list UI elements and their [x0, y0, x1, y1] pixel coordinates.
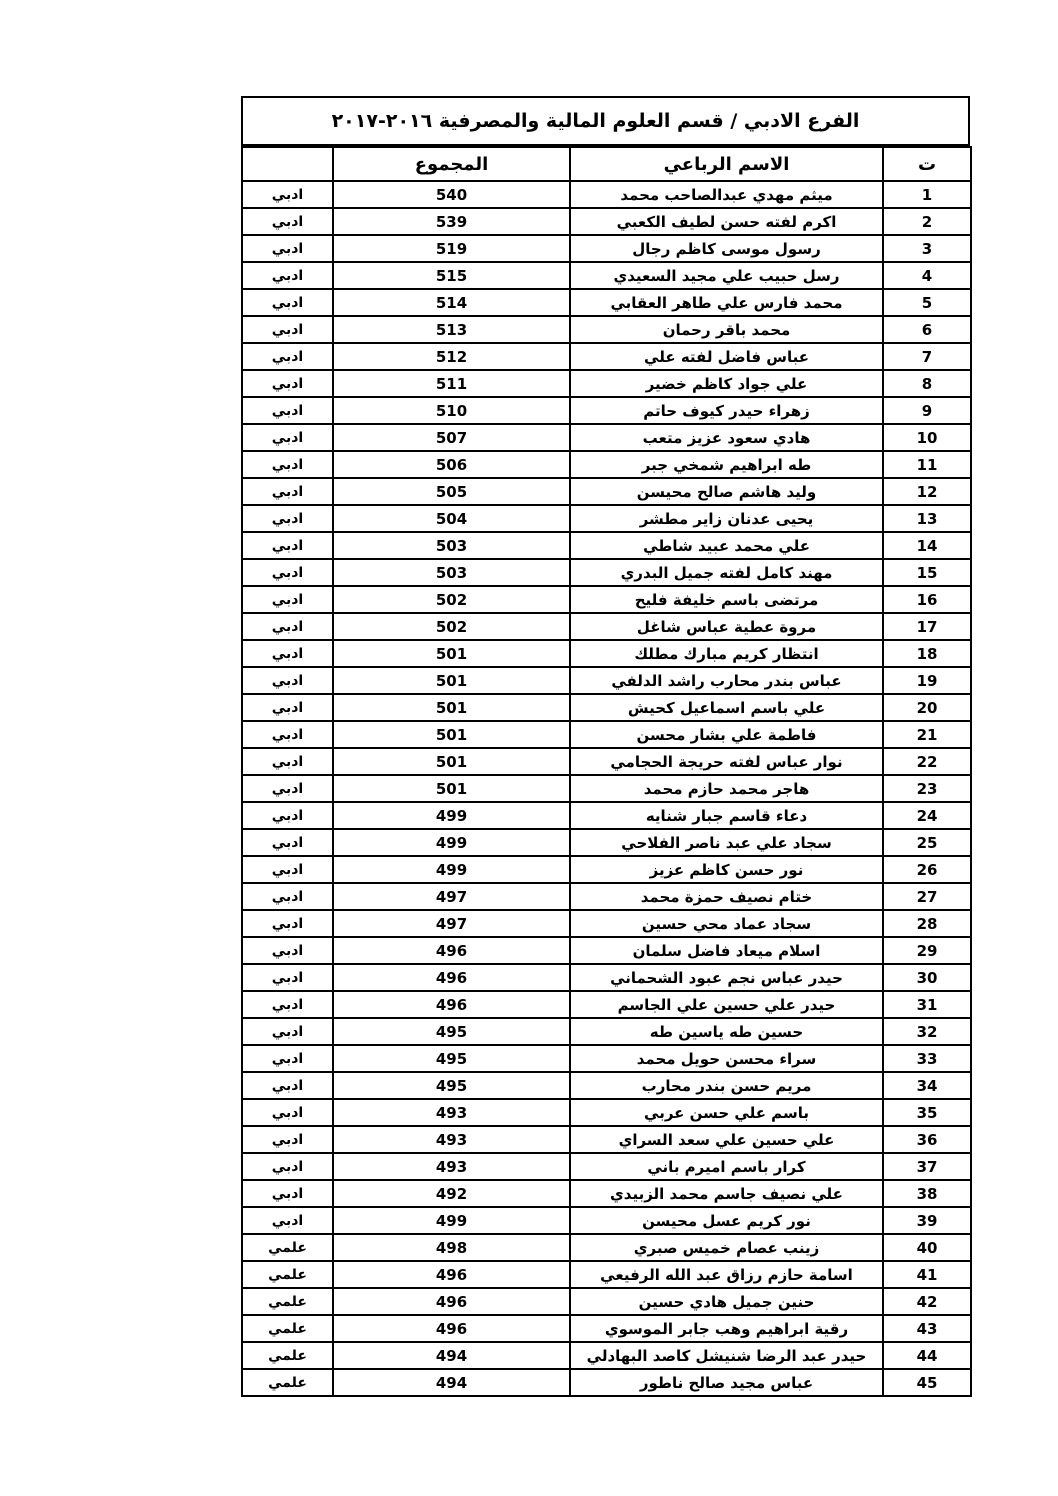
row-number: 23: [883, 775, 971, 802]
student-name: فاطمة علي بشار محسن: [570, 721, 883, 748]
table-row: [242, 1234, 971, 1261]
header-branch: [242, 147, 333, 181]
row-branch: ادبي: [242, 1207, 333, 1234]
table-row: [242, 883, 971, 910]
student-name: رسول موسى كاظم رجال: [570, 235, 883, 262]
row-number: 12: [883, 478, 971, 505]
student-name: زينب عصام خميس صبري: [570, 1234, 883, 1261]
row-branch: ادبي: [242, 1180, 333, 1207]
row-branch: ادبي: [242, 991, 333, 1018]
student-name: رسل حبيب علي مجيد السعيدي: [570, 262, 883, 289]
row-total: 499: [333, 802, 570, 829]
table-row: [242, 181, 971, 208]
table-row: [242, 1207, 971, 1234]
student-name: اسلام ميعاد فاضل سلمان: [570, 937, 883, 964]
student-name: محمد باقر رحمان: [570, 316, 883, 343]
table-row: [242, 1153, 971, 1180]
table-row: [242, 370, 971, 397]
row-total: 513: [333, 316, 570, 343]
row-total: 503: [333, 532, 570, 559]
table-row: [242, 505, 971, 532]
table-row: [242, 829, 971, 856]
row-branch: ادبي: [242, 937, 333, 964]
row-branch: علمي: [242, 1369, 333, 1396]
row-branch: ادبي: [242, 343, 333, 370]
table-row: [242, 937, 971, 964]
row-number: 2: [883, 208, 971, 235]
row-branch: ادبي: [242, 694, 333, 721]
row-branch: ادبي: [242, 1126, 333, 1153]
row-branch: ادبي: [242, 1153, 333, 1180]
table-row: [242, 802, 971, 829]
row-total: 501: [333, 640, 570, 667]
row-number: 26: [883, 856, 971, 883]
row-total: 499: [333, 856, 570, 883]
student-name: كرار باسم اميرم باني: [570, 1153, 883, 1180]
row-branch: علمي: [242, 1315, 333, 1342]
table-row: [242, 991, 971, 1018]
row-total: 493: [333, 1126, 570, 1153]
row-number: 32: [883, 1018, 971, 1045]
row-number: 6: [883, 316, 971, 343]
row-branch: ادبي: [242, 802, 333, 829]
row-number: 4: [883, 262, 971, 289]
table-row: [242, 1261, 971, 1288]
row-number: 7: [883, 343, 971, 370]
student-name: سجاد عماد محي حسين: [570, 910, 883, 937]
student-name: طه ابراهيم شمخي جبر: [570, 451, 883, 478]
row-number: 43: [883, 1315, 971, 1342]
row-total: 496: [333, 1315, 570, 1342]
row-number: 28: [883, 910, 971, 937]
row-branch: ادبي: [242, 181, 333, 208]
row-number: 15: [883, 559, 971, 586]
row-total: 492: [333, 1180, 570, 1207]
table-row: [242, 1018, 971, 1045]
row-total: 502: [333, 586, 570, 613]
sheet-title: الفرع الادبي / قسم العلوم المالية والمصرفية ٢٠١٦-٢٠١٧: [241, 96, 970, 146]
row-number: 21: [883, 721, 971, 748]
student-name: نوار عباس لفته حريجة الحجامي: [570, 748, 883, 775]
row-total: 499: [333, 829, 570, 856]
row-number: 27: [883, 883, 971, 910]
row-total: 515: [333, 262, 570, 289]
table-row: [242, 397, 971, 424]
row-number: 30: [883, 964, 971, 991]
row-branch: علمي: [242, 1288, 333, 1315]
table-row: [242, 559, 971, 586]
row-total: 501: [333, 667, 570, 694]
student-name: محمد فارس علي طاهر العقابي: [570, 289, 883, 316]
row-branch: ادبي: [242, 1045, 333, 1072]
student-name: حنين جميل هادي حسين: [570, 1288, 883, 1315]
student-name: ميثم مهدي عبدالصاحب محمد: [570, 181, 883, 208]
row-total: 507: [333, 424, 570, 451]
table-row: [242, 1126, 971, 1153]
row-number: 31: [883, 991, 971, 1018]
row-total: 504: [333, 505, 570, 532]
table-row: [242, 532, 971, 559]
table-row: [242, 1288, 971, 1315]
student-name: دعاء قاسم جبار شنايه: [570, 802, 883, 829]
row-total: 495: [333, 1018, 570, 1045]
header-name: الاسم الرباعي: [570, 147, 883, 181]
row-branch: علمي: [242, 1234, 333, 1261]
row-total: 519: [333, 235, 570, 262]
student-name: علي حسين علي سعد السراي: [570, 1126, 883, 1153]
row-number: 33: [883, 1045, 971, 1072]
row-total: 496: [333, 937, 570, 964]
row-total: 499: [333, 1207, 570, 1234]
row-total: 497: [333, 883, 570, 910]
table-row: [242, 1369, 971, 1396]
student-name: عباس فاضل لفته علي: [570, 343, 883, 370]
row-number: 13: [883, 505, 971, 532]
row-total: 496: [333, 1288, 570, 1315]
row-number: 14: [883, 532, 971, 559]
row-total: 506: [333, 451, 570, 478]
row-branch: ادبي: [242, 559, 333, 586]
row-branch: ادبي: [242, 289, 333, 316]
table-row: [242, 1315, 971, 1342]
row-total: 539: [333, 208, 570, 235]
student-name: نور كريم عسل محيسن: [570, 1207, 883, 1234]
table-row: [242, 748, 971, 775]
table-row: [242, 1099, 971, 1126]
row-total: 510: [333, 397, 570, 424]
table-row: [242, 235, 971, 262]
student-name: وليد هاشم صالح محيسن: [570, 478, 883, 505]
student-name: عباس بندر محارب راشد الدلفي: [570, 667, 883, 694]
row-total: 494: [333, 1369, 570, 1396]
row-branch: ادبي: [242, 1018, 333, 1045]
row-branch: ادبي: [242, 748, 333, 775]
row-number: 3: [883, 235, 971, 262]
row-total: 501: [333, 721, 570, 748]
student-name: سراء محسن حويل محمد: [570, 1045, 883, 1072]
table-row: [242, 1180, 971, 1207]
student-name: علي محمد عبيد شاطي: [570, 532, 883, 559]
student-name: زهراء حيدر كيوف حاتم: [570, 397, 883, 424]
table-row: [242, 1045, 971, 1072]
row-branch: علمي: [242, 1261, 333, 1288]
student-name: باسم علي حسن عربي: [570, 1099, 883, 1126]
row-branch: ادبي: [242, 235, 333, 262]
student-name: رقية ابراهيم وهب جابر الموسوي: [570, 1315, 883, 1342]
row-total: 496: [333, 1261, 570, 1288]
row-branch: علمي: [242, 1342, 333, 1369]
table-row: [242, 451, 971, 478]
row-number: 1: [883, 181, 971, 208]
row-number: 40: [883, 1234, 971, 1261]
row-branch: ادبي: [242, 451, 333, 478]
table-row: [242, 316, 971, 343]
table-row: [242, 208, 971, 235]
row-total: 501: [333, 748, 570, 775]
table-row: [242, 586, 971, 613]
row-total: 497: [333, 910, 570, 937]
row-branch: ادبي: [242, 1072, 333, 1099]
row-branch: ادبي: [242, 505, 333, 532]
row-branch: ادبي: [242, 613, 333, 640]
row-number: 8: [883, 370, 971, 397]
student-name: مرتضى باسم خليفة فليح: [570, 586, 883, 613]
row-number: 5: [883, 289, 971, 316]
student-name: ختام نصيف حمزة محمد: [570, 883, 883, 910]
row-number: 16: [883, 586, 971, 613]
student-name: نور حسن كاظم عزيز: [570, 856, 883, 883]
row-branch: ادبي: [242, 262, 333, 289]
table-row: [242, 775, 971, 802]
row-branch: ادبي: [242, 532, 333, 559]
student-name: حيدر عباس نجم عبود الشحماني: [570, 964, 883, 991]
row-total: 494: [333, 1342, 570, 1369]
row-branch: ادبي: [242, 910, 333, 937]
row-total: 495: [333, 1072, 570, 1099]
row-branch: ادبي: [242, 1099, 333, 1126]
row-total: 496: [333, 991, 570, 1018]
row-total: 540: [333, 181, 570, 208]
row-total: 512: [333, 343, 570, 370]
student-name: انتظار كريم مبارك مطلك: [570, 640, 883, 667]
table-row: [242, 667, 971, 694]
row-number: 36: [883, 1126, 971, 1153]
table-row: [242, 343, 971, 370]
header-total: المجموع: [333, 147, 570, 181]
row-branch: ادبي: [242, 424, 333, 451]
row-number: 37: [883, 1153, 971, 1180]
student-name: يحيى عدنان زاير مطشر: [570, 505, 883, 532]
student-name: هادي سعود عزيز متعب: [570, 424, 883, 451]
row-branch: ادبي: [242, 208, 333, 235]
row-number: 11: [883, 451, 971, 478]
row-number: 24: [883, 802, 971, 829]
student-name: عباس مجيد صالح ناطور: [570, 1369, 883, 1396]
row-branch: ادبي: [242, 721, 333, 748]
row-total: 502: [333, 613, 570, 640]
row-total: 493: [333, 1099, 570, 1126]
row-total: 501: [333, 775, 570, 802]
student-name: علي باسم اسماعيل كحيش: [570, 694, 883, 721]
row-number: 38: [883, 1180, 971, 1207]
row-number: 42: [883, 1288, 971, 1315]
student-name: حيدر عبد الرضا شنيشل كاصد البهادلي: [570, 1342, 883, 1369]
row-branch: ادبي: [242, 586, 333, 613]
table-row: [242, 640, 971, 667]
student-name: مريم حسن بندر محارب: [570, 1072, 883, 1099]
row-number: 19: [883, 667, 971, 694]
table-row: [242, 613, 971, 640]
row-number: 34: [883, 1072, 971, 1099]
student-name: حسين طه ياسين طه: [570, 1018, 883, 1045]
table-row: [242, 856, 971, 883]
row-number: 9: [883, 397, 971, 424]
row-branch: ادبي: [242, 640, 333, 667]
row-branch: ادبي: [242, 829, 333, 856]
row-number: 10: [883, 424, 971, 451]
student-name: علي نصيف جاسم محمد الزبيدي: [570, 1180, 883, 1207]
row-number: 18: [883, 640, 971, 667]
header-row: [242, 147, 971, 181]
row-branch: ادبي: [242, 478, 333, 505]
table-body: [242, 181, 971, 1396]
row-number: 29: [883, 937, 971, 964]
row-total: 514: [333, 289, 570, 316]
results-sheet: [241, 96, 970, 1397]
table-row: [242, 910, 971, 937]
row-number: 20: [883, 694, 971, 721]
row-number: 22: [883, 748, 971, 775]
table-row: [242, 694, 971, 721]
row-number: 17: [883, 613, 971, 640]
student-name: اكرم لفته حسن لطيف الكعبي: [570, 208, 883, 235]
student-name: هاجر محمد حازم محمد: [570, 775, 883, 802]
row-total: 501: [333, 694, 570, 721]
row-number: 41: [883, 1261, 971, 1288]
row-branch: ادبي: [242, 883, 333, 910]
row-branch: ادبي: [242, 316, 333, 343]
row-number: 35: [883, 1099, 971, 1126]
header-number: ت: [883, 147, 971, 181]
results-table: [241, 146, 972, 1397]
student-name: سجاد علي عبد ناصر الفلاحي: [570, 829, 883, 856]
row-number: 25: [883, 829, 971, 856]
table-row: [242, 289, 971, 316]
row-total: 511: [333, 370, 570, 397]
row-number: 39: [883, 1207, 971, 1234]
row-number: 44: [883, 1342, 971, 1369]
student-name: حيدر علي حسين علي الجاسم: [570, 991, 883, 1018]
row-branch: ادبي: [242, 667, 333, 694]
row-branch: ادبي: [242, 964, 333, 991]
row-number: 45: [883, 1369, 971, 1396]
row-total: 503: [333, 559, 570, 586]
row-total: 498: [333, 1234, 570, 1261]
row-total: 493: [333, 1153, 570, 1180]
row-branch: ادبي: [242, 775, 333, 802]
row-branch: ادبي: [242, 370, 333, 397]
row-total: 495: [333, 1045, 570, 1072]
table-row: [242, 1072, 971, 1099]
row-total: 505: [333, 478, 570, 505]
student-name: علي جواد كاظم خضير: [570, 370, 883, 397]
row-branch: ادبي: [242, 397, 333, 424]
table-row: [242, 424, 971, 451]
table-row: [242, 262, 971, 289]
table-row: [242, 1342, 971, 1369]
table-row: [242, 964, 971, 991]
row-total: 496: [333, 964, 570, 991]
table-row: [242, 721, 971, 748]
student-name: مهند كامل لفته جميل البدري: [570, 559, 883, 586]
table-row: [242, 478, 971, 505]
student-name: اسامة حازم رزاق عبد الله الرفيعي: [570, 1261, 883, 1288]
student-name: مروة عطية عباس شاغل: [570, 613, 883, 640]
row-branch: ادبي: [242, 856, 333, 883]
